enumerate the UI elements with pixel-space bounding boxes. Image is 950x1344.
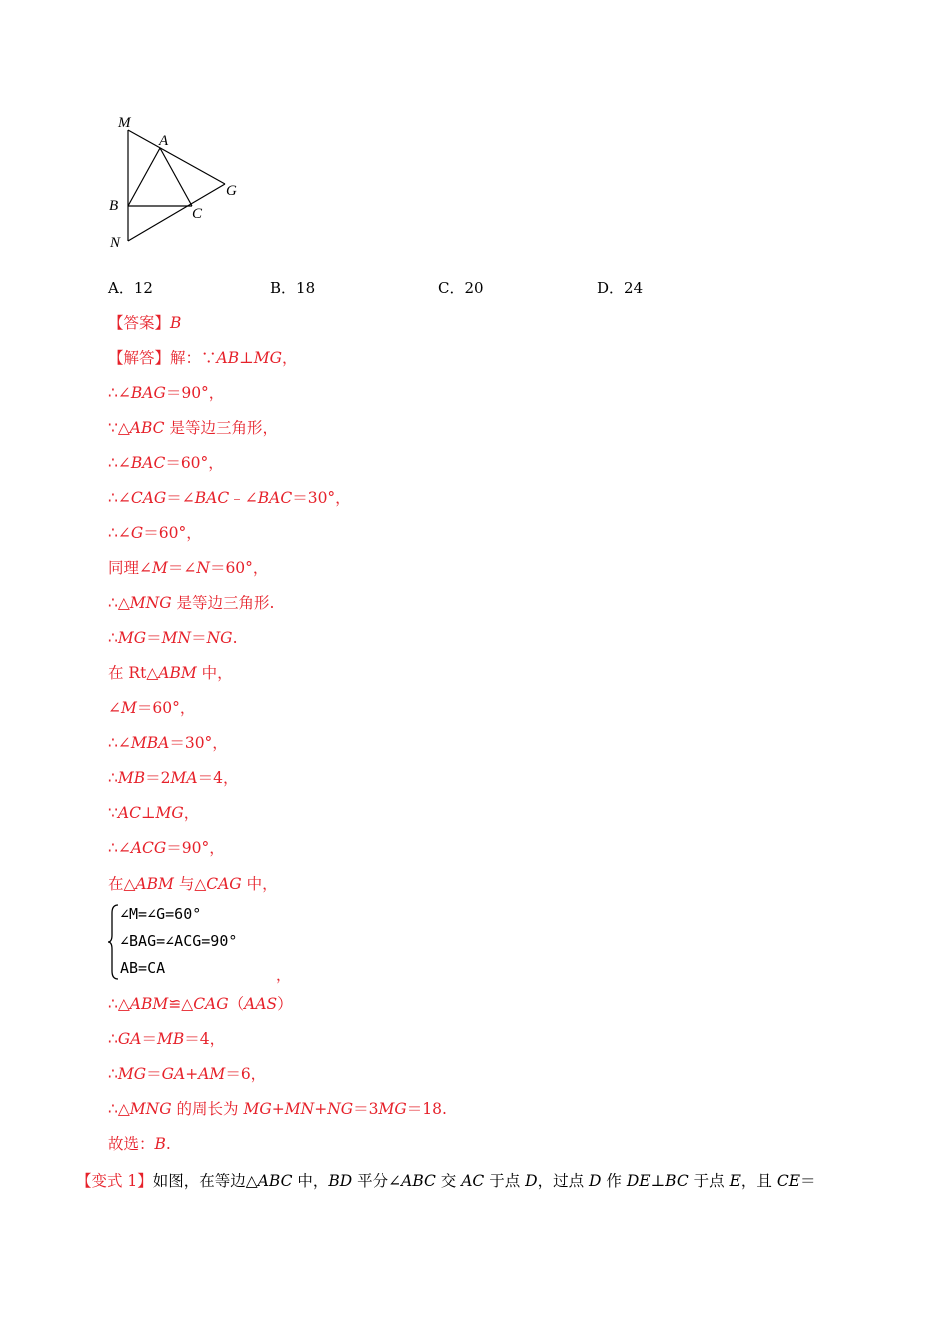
solution-line-6: ∴∠G＝60°， — [108, 524, 202, 542]
solution-line-7: 同理∠M＝∠N＝60°， — [108, 559, 269, 577]
variant-question: 【变式 1】如图，在等边△ABC 中，BD 平分∠ABC 交 AC 于点 D，过点 D 作 DE⊥BC 于点 E，且 CE＝ — [76, 1172, 816, 1190]
left-brace — [108, 903, 120, 981]
solution-line-14: ∵AC⊥MG， — [108, 804, 200, 822]
solution-line-21: 故选：B. — [108, 1135, 171, 1153]
option-c: C．20 — [438, 279, 484, 297]
solution-line-2: ∴∠BAG＝90°， — [108, 384, 225, 402]
answer-options — [0, 277, 950, 299]
segment-NG — [128, 184, 225, 241]
variant-tag: 【变式 1】 — [76, 1172, 153, 1190]
solution-line-15: ∴∠ACG＝90°， — [108, 839, 225, 857]
label-C: C — [192, 206, 203, 222]
triangle-figure — [100, 108, 250, 253]
option-a: A．12 — [108, 279, 153, 297]
solution-line-3: ∵△ABC 是等边三角形， — [108, 419, 278, 437]
solution-line-12: ∴∠MBA＝30°， — [108, 734, 228, 752]
segment-MG — [128, 130, 225, 184]
figure-svg — [100, 108, 250, 253]
solution-line-19: ∴MG＝GA+AM＝6， — [108, 1065, 267, 1083]
option-d: D．24 — [597, 279, 644, 297]
solution-line-20: ∴△MNG 的周长为 MG+MN+NG＝3MG＝18. — [108, 1100, 447, 1118]
equation-row-2: ∠BAG=∠ACG=90° — [120, 932, 238, 950]
solution-line-4: ∴∠BAC＝60°， — [108, 454, 224, 472]
solution-line-10: 在 Rt△ABM 中， — [108, 664, 233, 682]
segment-AB — [128, 148, 160, 206]
label-B: B — [109, 198, 119, 214]
equation-row-1: ∠M=∠G=60° — [120, 905, 202, 923]
solution-line-16: 在△ABM 与△CAG 中， — [108, 875, 278, 893]
solution-line-13: ∴MB＝2MA＝4， — [108, 769, 239, 787]
label-M: M — [118, 115, 131, 131]
solution-line-1: 【解答】解：∵AB⊥MG， — [108, 349, 298, 367]
equation-row-3: AB=CA — [120, 959, 166, 977]
solution-line-8: ∴△MNG 是等边三角形. — [108, 594, 275, 612]
solution-line-17: ∴△ABM≌△CAG（AAS） — [108, 995, 293, 1013]
system-comma: ， — [276, 966, 292, 984]
solution-line-9: ∴MG＝MN＝NG. — [108, 629, 238, 647]
label-N: N — [110, 235, 121, 251]
answer-line: 【答案】B — [108, 314, 182, 332]
solution-line-5: ∴∠CAG＝∠BAC﹣∠BAC＝30°， — [108, 489, 351, 507]
label-A: A — [159, 133, 169, 149]
solution-line-18: ∴GA＝MB＝4， — [108, 1030, 226, 1048]
label-G: G — [226, 183, 237, 199]
option-b: B．18 — [270, 279, 316, 297]
solution-line-11: ∠M＝60°， — [108, 699, 196, 717]
